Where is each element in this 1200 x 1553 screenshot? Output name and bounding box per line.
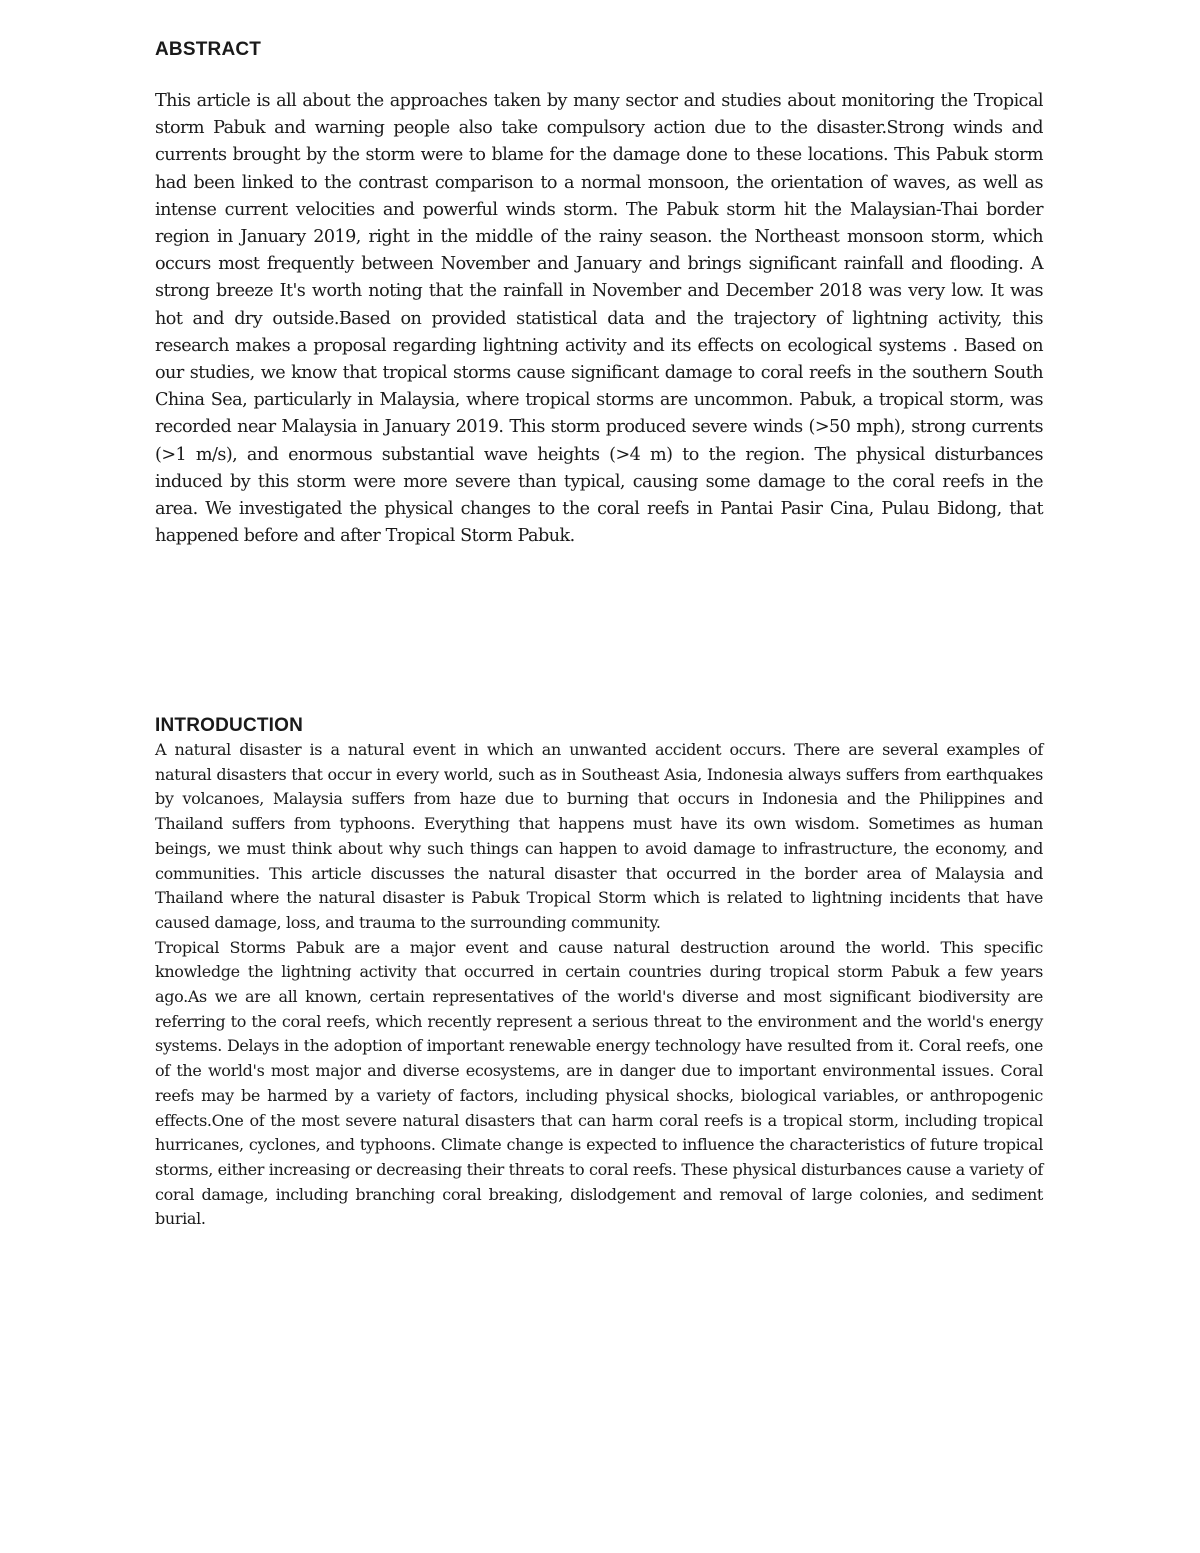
introduction-paragraph-1: A natural disaster is a natural event in which an unwanted accident occurs. There are several examples of natural disasters that occur in every world, such as in Southeast Asia, Indonesia always suffers from earthquakes by volcanoes, Malaysia suffers from haze due to burning that occurs in Indonesia and the Philippines and Thailand suffers from typhoons. Everything that happens must have its own wisdom. Sometimes as human beings, we must think about why such things can happen to avoid damage to infrastructure, the economy, and communities. This article discusses the natural disaster that occurred in the border area of Malaysia and Thailand where the natural disaster is Pabuk Tropical Storm which is related to lightning incidents that have caused damage, loss, and trauma to the surrounding community. — [155, 740, 1043, 932]
introduction-heading: INTRODUCTION — [155, 715, 304, 736]
introduction-paragraph-2: Tropical Storms Pabuk are a major event and cause natural destruction around the world. This specific knowledge the lightning activity that occurred in certain countries during tropical storm Pabuk a few years ago.As we are all known, certain representatives of the world's diverse and most significant biodiversity are referring to the coral reefs, which recently represent a serious threat to the environment and the world's energy systems. Delays in the adoption of important renewable energy technology have resulted from it. Coral reefs, one of the world's most major and diverse ecosystems, are in danger due to important environmental issues. Coral reefs may be harmed by a variety of factors, including physical shocks, biological variables, or anthropogenic effects.One of the most severe natural disasters that can harm coral reefs is a tropical storm, including tropical hurricanes, cyclones, and typhoons. Climate change is expected to influence the characteristics of future tropical storms, either increasing or decreasing their threats to coral reefs. These physical disturbances cause a variety of coral damage, including branching coral breaking, dislodgement and removal of large colonies, and sediment burial. — [155, 937, 1043, 1229]
abstract-paragraph: This article is all about the approaches taken by many sector and studies about monitoring the Tropical storm Pabuk and warning people also take compulsory action due to the disaster.Strong winds and currents brought by the storm were to blame for the damage done to these locations. This Pabuk storm had been linked to the contrast comparison to a normal monsoon, the orientation of waves, as well as intense current velocities and powerful winds storm. The Pabuk storm hit the Malaysian-Thai border region in January 2019, right in the middle of the rainy season. the Northeast monsoon storm, which occurs most frequently between November and January and brings significant rainfall and flooding. A strong breeze It's worth noting that the rainfall in November and December 2018 was very low. It was hot and dry outside.Based on provided statistical data and the trajectory of lightning activity, this research makes a proposal regarding lightning activity and its effects on ecological systems . Based on our studies, we know that tropical storms cause significant damage to coral reefs in the southern South China Sea, particularly in Malaysia, where tropical storms are uncommon. Pabuk, a tropical storm, was recorded near Malaysia in January 2019. This storm produced severe winds (>50 mph), strong currents (>1 m/s), and enormous substantial wave heights (>4 m) to the region. The physical disturbances induced by this storm were more severe than typical, causing some damage to the coral reefs in the area. We investigated the physical changes to the coral reefs in Pantai Pasir Cina, Pulau Bidong, that happened before and after Tropical Storm Pabuk. — [155, 91, 1043, 547]
introduction-body — [155, 738, 1043, 1232]
abstract-heading: ABSTRACT — [155, 39, 262, 60]
